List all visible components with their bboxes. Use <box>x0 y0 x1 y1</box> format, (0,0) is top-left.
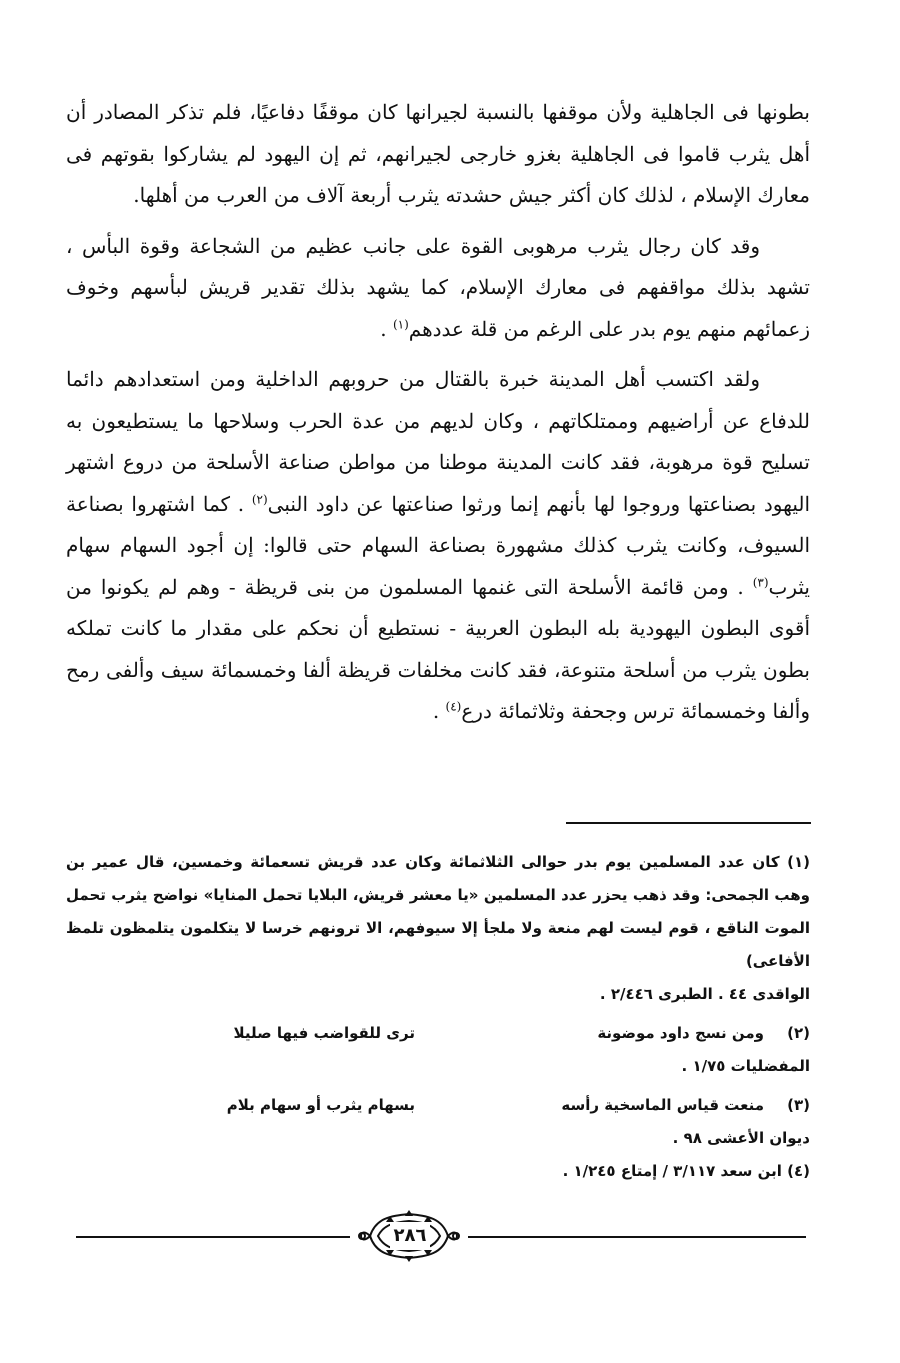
footnote-4-number: (٤) <box>787 1162 810 1180</box>
footnote-1 <box>66 846 810 978</box>
footnote-2-hemistich-1: ومن نسج داود موضونة <box>597 1024 764 1042</box>
footnote-3-verse <box>66 1089 810 1122</box>
footnote-2-hemistich-2: ترى للقواضب فيها صليلا <box>233 1024 415 1042</box>
footnote-3-hemistich-2: بسهام يثرب أو سهام بلام <box>226 1096 415 1114</box>
footnote-1-text: كان عدد المسلمين يوم بدر حوالى الثلاثمائة وكان عدد قريش تسعمائة وخمسين، قال عمير بن وهب الجمحى: وقد ذهب يحزر عدد المسلمين «يا معشر قريش، البلايا تحمل المنايا» نواضح يثرب تحمل الموت الناقع ، قوم ليست لهم منعة ولا ملجأ إلا سيوفهم، الا ترونهم خرسا لا يتكلمون يتلمظون تلمظ الأفاعى) <box>66 853 810 970</box>
paragraph-1: بطونها فى الجاهلية ولأن موقفها بالنسبة لجيرانها كان موقفًا دفاعيًا، فلم تذكر المصادر أن أهل يثرب قاموا فى الجاهلية بغزو خارجى لجيرانهم، ثم إن اليهود لم يشاركوا بقوتهم فى معارك الإسلام ، لذلك كان أكثر جيش حشدته يثرب أربعة آلاف من العرب من أهلها. <box>66 100 810 207</box>
footnote-3-number: (٣) <box>787 1096 810 1114</box>
footnote-3-hemistich-1: منعت قياس الماسخية رأسه <box>561 1096 764 1114</box>
paragraph-3: ولقد اكتسب أهل المدينة خبرة بالقتال من حروبهم الداخلية ومن استعدادهم دائما للدفاع عن أراضيهم وممتلكاتهم ، وكان لديهم من عدة الحرب وسلاحها ما يستطيعون به تسليح قوة مرهوبة، فقد كانت المدينة موطنا من مواطن صناعة الأسلحة من دروع اشتهر اليهود بصناعتها وروجوا لها بأنهم إنما ورثوا صناعتها عن داود النبى$^{(٢)}$ . كما اشتهروا بصناعة السيوف، وكانت يثرب كذلك مشهورة بصناعة السهام حتى قالوا: إن أجود السهام سهام يثرب$^{(٣)}$ . ومن قائمة الأسلحة التى غنمها المسلمون من بنى قريظة - وهم لم يكونوا من أقوى البطون اليهودية بله البطون العربية - نستطيع أن نحكم على مقدار ما كانت تملكه بطون يثرب من أسلحة متنوعة، فقد كانت مخلفات قريظة ألفا وخمسمائة سيف وألفى رمح وألفا وخمسمائة ترس وجحفة وثلاثمائة درع$^{(٤)}$ . <box>66 367 810 723</box>
page-number: ٢٨٦ <box>390 1222 430 1250</box>
footnotes <box>66 846 810 1188</box>
footnote-ref-2[interactable]: (٢) <box>251 491 268 506</box>
footnote-4 <box>66 1155 810 1188</box>
footnote-1-number: (١) <box>787 853 810 871</box>
footnote-1-source: الواقدى ٤٤ . الطبرى ٢/٤٤٦ . <box>599 985 810 1003</box>
footnote-2-source: المفضليات ١/٧٥ . <box>681 1057 810 1075</box>
footnote-2-verse <box>66 1017 810 1050</box>
footnote-ref-4[interactable]: (٤) <box>445 699 462 714</box>
main-text <box>66 92 810 742</box>
footnote-3-source: ديوان الأعشى ٩٨ . <box>672 1129 810 1147</box>
paragraph-2: وقد كان رجال يثرب مرهوبى القوة على جانب عظيم من الشجاعة وقوة البأس ، تشهد بذلك مواقفهم فى معارك الإسلام، كما يشهد بذلك تقدير قريش لبأسهم وخوف زعمائهم منهم يوم بدر على الرغم من قلة عددهم$^{(١)}$ . <box>66 233 810 341</box>
footnote-2-number: (٢) <box>787 1024 810 1042</box>
footnote-4-text: ابن سعد ٣/١١٧ / إمتاع ١/٢٤٥ . <box>562 1162 782 1180</box>
footnote-ref-1[interactable]: (١) <box>392 316 409 331</box>
footnote-separator <box>566 822 811 824</box>
footnote-ref-3[interactable]: (٣) <box>752 574 769 589</box>
